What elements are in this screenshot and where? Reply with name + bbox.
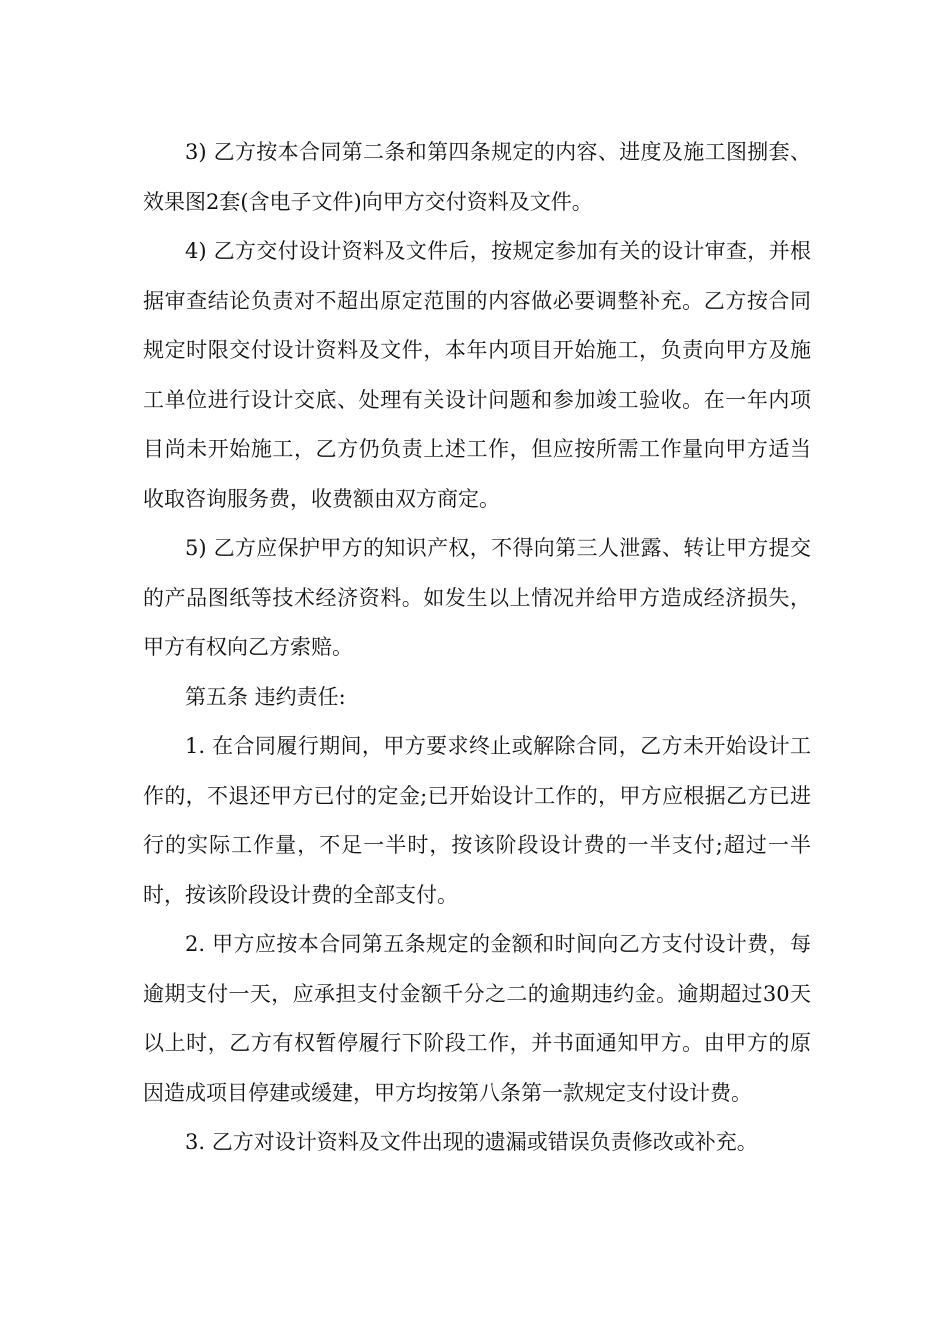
paragraph-clause-5: 5) 乙方应保护甲方的知识产权，不得向第三人泄露、转让甲方提交的产品图纸等技术经济资料。如发生以上情况并给甲方造成经济损失，甲方有权向乙方索赔。 xyxy=(143,536,811,659)
section-heading-article-5: 第五条 违约责任: xyxy=(185,684,346,709)
paragraph-liability-1: 1. 在合同履行期间，甲方要求终止或解除合同，乙方未开始设计工作的，不退还甲方已付的定金;已开始设计工作的，甲方应根据乙方已进行的实际工作量，不足一半时，按该阶段设计费的一半支付;超过一半时，按该阶段设计费的全部支付。 xyxy=(143,734,811,907)
paragraph-clause-4: 4) 乙方交付设计资料及文件后，按规定参加有关的设计审查，并根据审查结论负责对不超出原定范围的内容做必要调整补充。乙方按合同规定时限交付设计资料及文件，本年内项目开始施工，负责向甲方及施工单位进行设计交底、处理有关设计问题和参加竣工验收。在一年内项目尚未开始施工，乙方仍负责上述工作，但应按所需工作量向甲方适当收取咨询服务费，收费额由双方商定。 xyxy=(143,239,811,511)
paragraph-liability-3: 3. 乙方对设计资料及文件出现的遗漏或错误负责修改或补充。 xyxy=(185,1130,758,1154)
document-body xyxy=(143,128,811,1168)
paragraph-liability-2: 2. 甲方应按本合同第五条规定的金额和时间向乙方支付设计费，每逾期支付一天，应承担支付金额千分之二的逾期违约金。逾期超过30天以上时，乙方有权暂停履行下阶段工作，并书面通知甲方。由甲方的原因造成项目停建或缓建，甲方均按第八条第一款规定支付设计费。 xyxy=(143,932,811,1105)
paragraph-clause-3: 3) 乙方按本合同第二条和第四条规定的内容、进度及施工图捌套、效果图2套(含电子文件)向甲方交付资料及文件。 xyxy=(143,140,811,214)
